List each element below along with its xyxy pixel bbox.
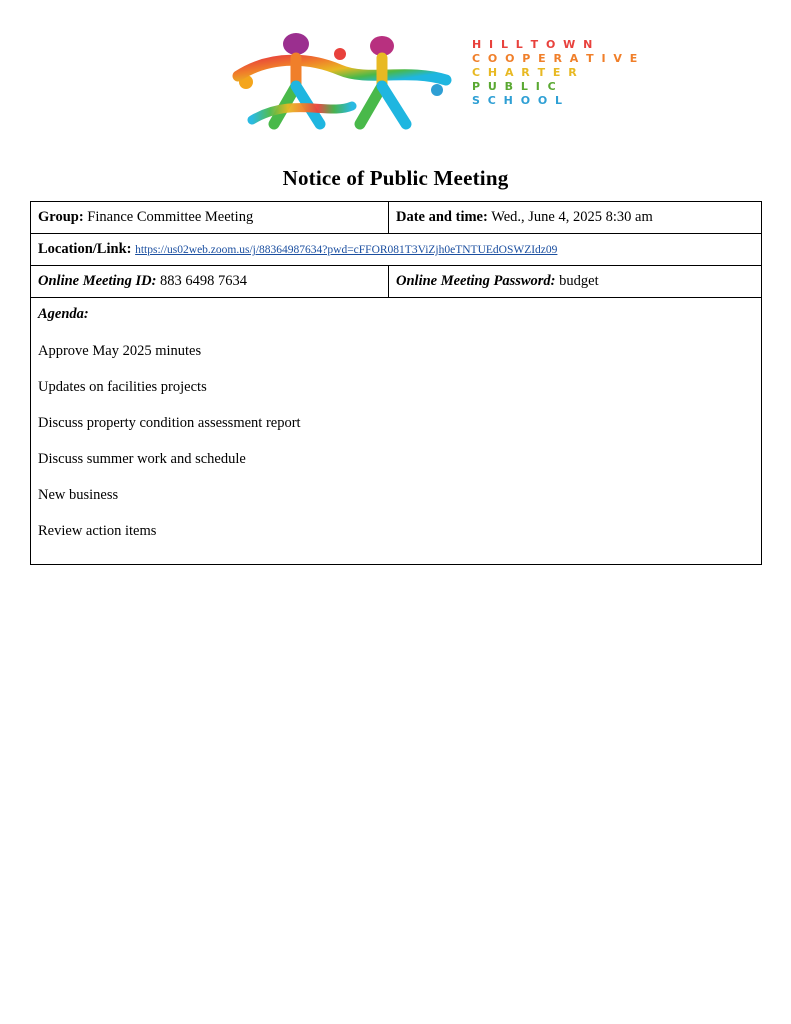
meeting-notice-table <box>30 201 762 565</box>
logo-line-hilltown: H I L L T O W N <box>472 38 595 51</box>
table-row-group-datetime <box>31 202 762 234</box>
zoom-meeting-link[interactable]: https://us02web.zoom.us/j/88364987634?pwd=cFFOR081T3ViZjh0eTNTUEdOSWZIdz09 <box>135 244 558 257</box>
logo-line-charter: C H A R T E R <box>472 66 579 80</box>
agenda-item: Discuss property condition assessment report <box>38 414 301 431</box>
group-value: Finance Committee Meeting <box>87 209 254 225</box>
agenda-item: Discuss summer work and schedule <box>38 450 246 467</box>
table-row-id-password <box>31 266 762 298</box>
table-row-agenda <box>31 298 762 565</box>
cell-location <box>31 234 762 266</box>
rainbow-figures-icon <box>232 24 457 134</box>
cell-datetime <box>389 202 762 234</box>
table-row-location <box>31 234 762 266</box>
meeting-id-value: 883 6498 7634 <box>160 273 248 290</box>
page-title: Notice of Public Meeting <box>282 166 509 190</box>
logo-line-cooperative: C O O P E R A T I V E <box>472 52 640 66</box>
school-logo <box>232 24 640 134</box>
cell-meeting-id <box>31 266 389 298</box>
agenda-item: Review action items <box>38 523 157 540</box>
logo-line-public: P U B L I C <box>472 80 558 94</box>
agenda-label: Agenda: <box>38 306 89 323</box>
cell-group <box>31 202 389 234</box>
logo-line-school: S C H O O L <box>472 94 565 108</box>
password-value: budget <box>559 273 599 290</box>
agenda-item: Approve May 2025 minutes <box>38 342 202 359</box>
datetime-value: Wed., June 4, 2025 8:30 am <box>491 209 653 225</box>
cell-meeting-password <box>389 266 762 298</box>
group-label: Group: <box>38 209 84 225</box>
cell-agenda <box>31 298 762 565</box>
password-label: Online Meeting Password: <box>396 273 556 290</box>
agenda-item: Updates on facilities projects <box>38 378 207 395</box>
logo-wordmark <box>472 38 640 108</box>
datetime-label: Date and time: <box>396 209 488 225</box>
location-label: Location/Link: <box>38 241 132 258</box>
agenda-item: New business <box>38 487 119 503</box>
meeting-id-label: Online Meeting ID: <box>38 273 157 290</box>
